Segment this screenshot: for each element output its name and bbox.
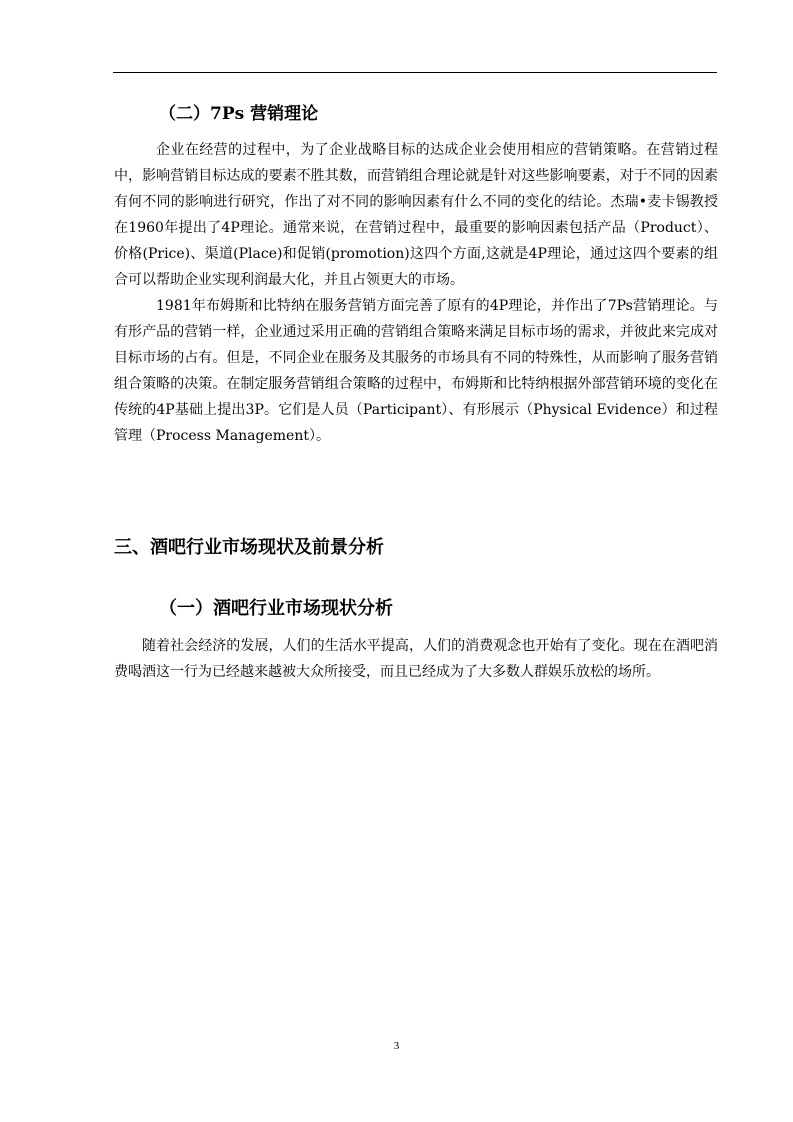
section-body-7ps	[114, 137, 718, 449]
paragraph-7ps-1: 企业在经营的过程中，为了企业战略目标的达成企业会使用相应的营销策略。在营销过程中，影响营销目标达成的要素不胜其数，而营销组合理论就是针对这些影响要素，对于不同的因素有何不同的影响进行研究，作出了对不同的影响因素有什么不同的变化的结论。杰瑞•麦卡锡教授在1960年提出了4P理论。通常来说，在营销过程中，最重要的影响因素包括产品（Product）、价格(Price)、渠道(Place)和促销(promotion)这四个方面,这就是4P理论，通过这四个要素的组合可以帮助企业实现利润最大化，并且占领更大的市场。	[114, 142, 718, 288]
section-body-3-1	[114, 633, 718, 685]
header-rule	[113, 72, 717, 73]
section-heading-7ps: （二）7Ps 营销理论	[159, 104, 319, 124]
paragraph-7ps-2: 1981年布姆斯和比特纳在服务营销方面完善了原有的4P理论，并作出了7Ps营销理论。与有形产品的营销一样，企业通过采用正确的营销组合策略来满足目标市场的需求，并彼此来完成对目标市场的占有。但是，不同企业在服务及其服务的市场具有不同的特殊性，从而影响了服务营销组合策略的决策。在制定服务营销组合策略的过程中，布姆斯和比特纳根据外部营销环境的变化在传统的4P基础上提出3P。它们是人员（Participant）、有形展示（Physical Evidence）和过程管理（Process Management）。	[114, 298, 718, 444]
chapter-heading-3: 三、酒吧行业市场现状及前景分析	[114, 537, 384, 558]
section-heading-3-1: （一）酒吧行业市场现状分析	[159, 598, 393, 619]
paragraph-3-1: 随着社会经济的发展，人们的生活水平提高，人们的消费观念也开始有了变化。现在在酒吧消费喝酒这一行为已经越来越被大众所接受，而且已经成为了大多数人群娱乐放松的场所。	[114, 638, 718, 680]
page-number: 3	[393, 1040, 400, 1052]
